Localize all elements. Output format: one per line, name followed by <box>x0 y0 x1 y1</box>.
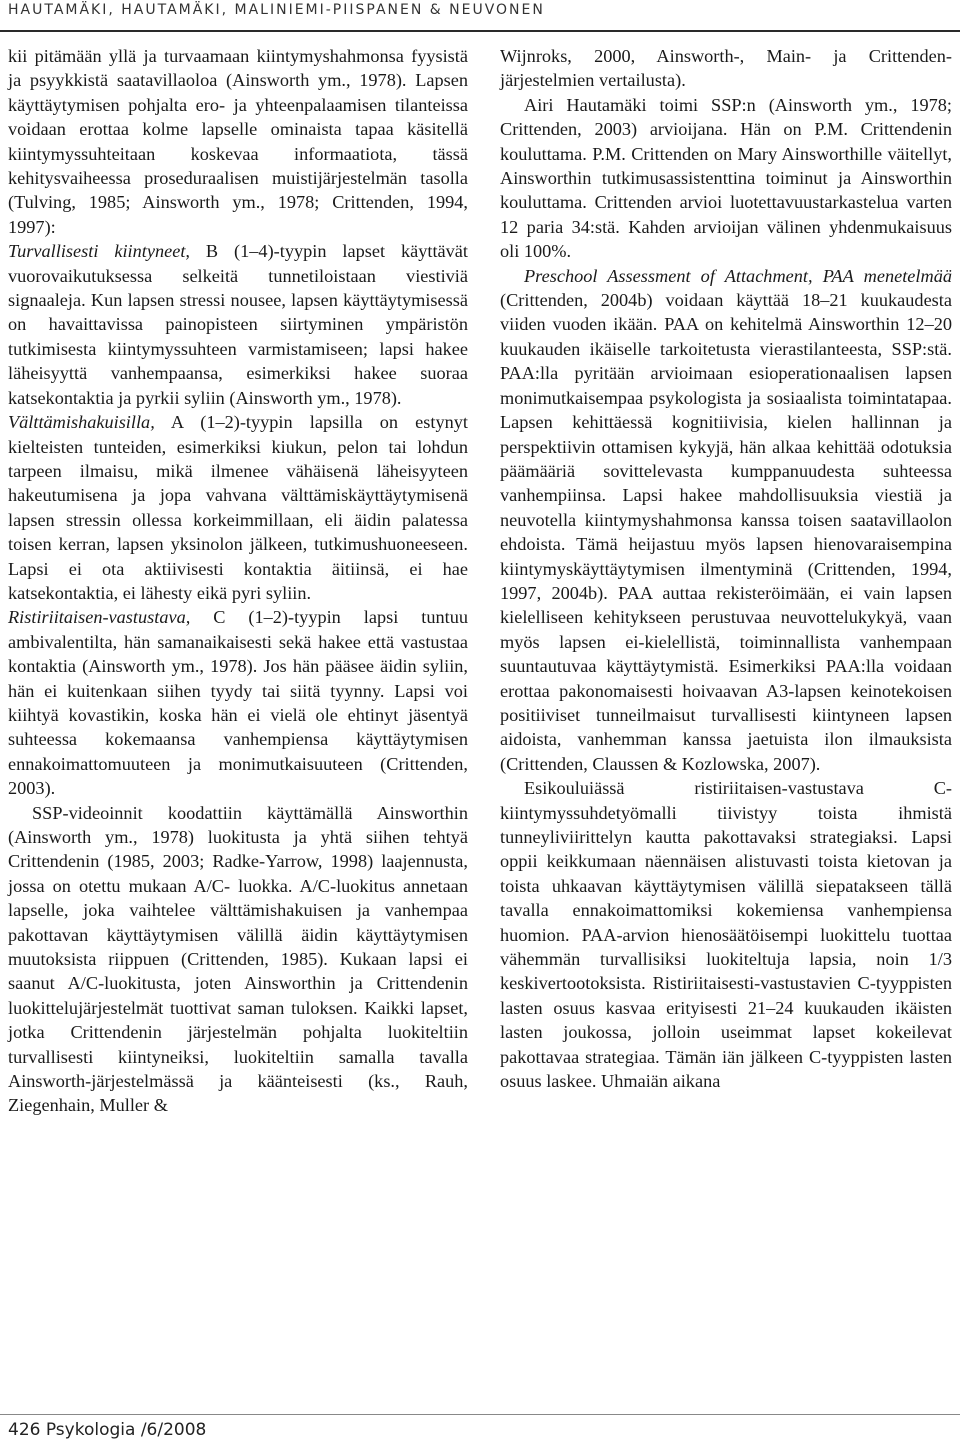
paragraph-continuation: Wijnroks, 2000, Ainsworth-, Main- ja Crittenden-järjestelmien vertailusta). <box>500 46 952 91</box>
term-avoidant: Välttämishakuisilla, <box>8 412 155 433</box>
right-column <box>500 44 952 1093</box>
paragraph-paa-text: (Crittenden, 2004b) voidaan käyttää 18–21 kuukaudesta viiden vuoden ikään. PAA on kehitelmä Ainsworthin 12–20 kuukauden ikäiselle tarkoitetusta vierastilanteesta, SSP:stä. PAA:lla pyritään arvioimaan esioperationaalisen lapsen monimutkaisempaa psykologista ja sosiaalista toimintatapaa. Lapsen kehittäessä kognitiivisia, kielen hallinnan ja perspektiivin ottamisen kykyjä, hän alkaa kehittää odotuksia päämääriä sovittelevasta kumppanuudesta suhteessa vanhempiinsa. Lapsi hakee mahdollisuuksia viestiä ja neuvotella kiintymyshahmonsa kanssa toisen saatavillaolon ehdoista. Tämä heijastuu myös lapsen hienovaraisempina kiintymyskäyttäytymisen ilmentyminä (Crittenden, 1994, 1997, 2004b). PAA auttaa rekisteröimään, ei vain lapsen kielelliseen kehitykseen perustuvaa neuvottelukykyä, vaan myös lapsen ei-kielellistä, toiminnallista vanhempaan suuntautuvaa käyttäytymistä. Esimerkiksi PAA:lla voidaan erottaa pakonomaisesti hoivaavan A3-lapsen keinotekoisen positiiviset tunneilmaisut turvallisesti kiintyneen lapsen aidoista, vanhemman kanssa jaetuista ilon ilmauksista (Crittenden, Claussen & Kozlowska, 2007). <box>500 290 952 774</box>
running-head: HAUTAMÄKI, HAUTAMÄKI, MALINIEMI-PIISPANEN & NEUVONEN <box>8 2 545 18</box>
footer-rule <box>0 1414 960 1415</box>
paragraph-intro: kii pitämään yllä ja turvaamaan kiintymyshahmonsa fyysistä ja psyykkistä saatavillaoloa (Ainsworth ym., 1978). Lapsen käyttäytymisen pohjalta ero- ja yhteenpalaamisen tilanteissa voidaan erottaa kolme lapselle ominaista tapaa käsitellä kiintymyssuhteitaan koskevaa informaatiota, tässä kehitysvaiheessa proseduraalisen muistijärjestelmän tasolla (Tulving, 1985; Ainsworth ym., 1978; Crittenden, 1994, 1997): <box>8 46 468 237</box>
paragraph-ssp-coding: SSP-videoinnit koodattiin käyttämällä Ainsworthin (Ainsworth ym., 1978) luokitusta ja yhtä siihen tehtyä Crittendenin (1985, 2003; Radke-Yarrow, 1998) laajennusta, jossa on otettu mukaan A/C- luokka. A/C-luokitus annetaan lapselle, joka vaihtelee välttämishakuisen ja vanhempaa pakottavan käyttäytymisen välillä äidin käyttäytymisen muutoksista riippuen (Crittenden, 1985). Kukaan lapsi ei saanut A/C-luokitusta, joten Ainsworthin ja Crittendenin luokittelujärjestelmät tuottivat saman tuloksen. Kaikki lapset, jotka Crittendenin järjestelmän pohjalta luokiteltiin turvallisesti kiintyneiksi, luokiteltiin samalla tavalla Ainsworth-järjestelmässä ja käänteisesti (ks., Rauh, Ziegenhain, Muller & <box>8 802 468 1116</box>
paragraph-rater: Airi Hautamäki toimi SSP:n (Ainsworth ym., 1978; Crittenden, 2003) arvioijana. Hän on P.M. Crittendenin kouluttama. P.M. Crittenden on Mary Ainsworthille väitellyt, Ainsworthin tutkimusassistenttina toiminut ja Ainsworthin kouluttama. Crittenden arvioi luotettavuustarkastelua varten 12 paria 34:stä. Kahden arvioijan välinen yhdenmukaisuus oli 100%. <box>500 94 952 262</box>
paragraph-paa <box>500 264 952 777</box>
paragraph-avoidant-text: A (1–2)-tyypin lapsilla on estynyt kielteisten tunteiden, esimerkiksi kiukun, pelon tai lohdun tarpeen ilmaisu, mikä ilmenee vähäisenä läheisyyteen hakeutumisena ja jopa vahvana välttämiskäyttäytymisenä lapsen stressin ollessa korkeimmillaan, eli äidin palatessa toisen kerran, lapsen yksinolon jälkeen, tutkimushuoneeseen. Lapsi ei ota aktiivisesti kontaktia äitiinsä, ei hae katsekontaktia, ei lähesty eikä pyri syliin. <box>8 412 468 603</box>
paragraph-avoidant <box>8 410 468 605</box>
term-ambivalent: Ristiriitaisen-vastustava, <box>8 607 191 628</box>
paragraph-ambivalent <box>8 605 468 800</box>
term-secure: Turvallisesti kiintyneet, <box>8 241 190 262</box>
paragraph-secure <box>8 239 468 410</box>
page-folio: 426 Psykologia /6/2008 <box>8 1420 207 1440</box>
paragraph-secure-text: B (1–4)-tyypin lapset käyttävät vuorovaikutuksessa selkeitä tunnetiloistaan viestiviä signaaleja. Kun lapsen stressi nousee, lapsen käyttäytymisessä on havaittavissa painopisteen siirtyminen ympäristön tutkimisesta kiintymyssuhteen varmistamiseen; lapsi hakee läheisyyttä vanhempaansa, esimerkiksi hakee suoraa katsekontaktia ja pyrkii syliin (Ainsworth ym., 1978). <box>8 241 468 408</box>
left-column <box>8 44 468 1118</box>
header-rule <box>0 30 960 32</box>
paragraph-ambivalent-text: C (1–2)-tyypin lapsi tuntuu ambivalentilta, hän samanaikaisesti sekä hakee että vastustaa kontaktia (Ainsworth ym., 1978). Jos hän pääsee äidin syliin, hän ei kuitenkaan siihen tyydy tai siitä tyynny. Lapsi voi kiihtyä kovastikin, koska hän ei vielä ole ehtinyt jäsentyä suhteessa kokemaansa vanhempiensa käyttäytymisen ennakoimattomuuteen ja monimutkaisuuteen (Crittenden, 2003). <box>8 607 468 799</box>
paragraph-preschool: Esikouluiässä ristiriitaisen-vastustava C-kiintymyssuhdetyömalli tiivistyy toista ihmistä tunneyliviirittelyn kautta pakottavaksi strategiaksi. Lapsi oppii keikkumaan näennäisen alistuvasti toista kietovan ja toista uhkaavan käyttäytymisen välillä siepatakseen tällä tavalla ennakoimattomiksi kokemiensa vanhempiensa huomion. PAA-arvion hienosäätöisempi luokittelu tuottaa vähemmän turvallisiksi luokiteltuja lapsia, noin 1/3 keskivertootoksista. Ristiriitaisesti-vastustavien C-tyyppisten lasten osuus kasvaa erityisesti 21–24 kuukauden ikäisten lasten joukossa, jolloin useimmat lapset kokeilevat pakottavaa strategiaa. Tämän iän jälkeen C-tyyppisten lasten osuus laskee. Uhmaiän aikana <box>500 778 952 1092</box>
term-paa: Preschool Assessment of Attachment, PAA menetelmää <box>524 265 952 286</box>
